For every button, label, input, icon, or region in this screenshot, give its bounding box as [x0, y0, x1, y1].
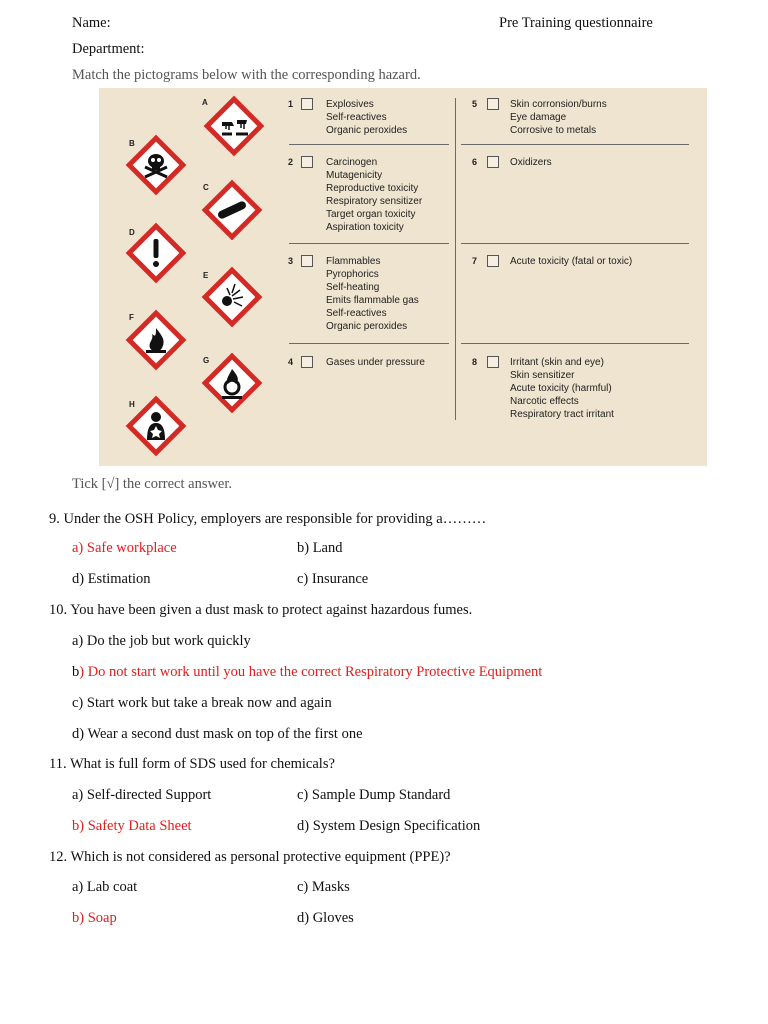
hazard-checkbox-8[interactable] — [487, 356, 499, 368]
hazard-number: 4 — [288, 357, 294, 367]
hazard-number: 5 — [472, 99, 478, 109]
q9-option-c[interactable]: c) Insurance — [297, 571, 369, 587]
row-divider — [461, 144, 689, 145]
q10-option-b-text: ) Do not start work until you have the correct Respiratory Protective Equipment — [79, 664, 543, 680]
pictogram-letter-b: B — [129, 139, 135, 148]
hazard-checkbox-1[interactable] — [301, 98, 313, 110]
flame-over-circle-icon — [200, 351, 264, 415]
gas-cylinder-icon — [200, 178, 264, 242]
match-instruction: Match the pictograms below with the corresponding hazard. — [72, 67, 421, 83]
q9-option-d[interactable]: d) Estimation — [72, 571, 151, 587]
q12-option-d[interactable]: d) Gloves — [297, 910, 354, 926]
pictogram-letter-e: E — [203, 271, 209, 280]
hazard-checkbox-3[interactable] — [301, 255, 313, 267]
pictogram-letter-g: G — [203, 356, 210, 365]
hazard-checkbox-2[interactable] — [301, 156, 313, 168]
hazard-checkbox-7[interactable] — [487, 255, 499, 267]
q11-option-a[interactable]: a) Self-directed Support — [72, 787, 212, 803]
hazard-number: 8 — [472, 357, 478, 367]
question-9: 9. Under the OSH Policy, employers are responsible for providing a……… — [49, 511, 487, 527]
pictogram-letter-h: H — [129, 400, 135, 409]
document-title: Pre Training questionnaire — [499, 15, 653, 31]
ghs-matching-panel — [99, 88, 707, 466]
q11-option-d[interactable]: d) System Design Specification — [297, 818, 481, 834]
q10-option-c[interactable]: c) Start work but take a break now and again — [72, 695, 332, 711]
hazard-list-4: Gases under pressure — [326, 357, 425, 368]
question-12: 12. Which is not considered as personal protective equipment (PPE)? — [49, 849, 451, 865]
pictogram-letter-f: F — [129, 313, 134, 322]
q12-option-a[interactable]: a) Lab coat — [72, 879, 138, 895]
hazard-list-7: Acute toxicity (fatal or toxic) — [510, 256, 633, 267]
hazard-checkbox-5[interactable] — [487, 98, 499, 110]
q10-option-d[interactable]: d) Wear a second dust mask on top of the first one — [72, 726, 363, 742]
hazard-number: 2 — [288, 157, 294, 167]
pictogram-letter-c: C — [203, 183, 209, 192]
hazard-number: 1 — [288, 99, 294, 109]
tick-instruction: Tick [√] the correct answer. — [72, 476, 233, 492]
skull-crossbones-icon — [124, 133, 188, 197]
exclamation-mark-icon — [124, 221, 188, 285]
pictogram-letter-d: D — [129, 228, 135, 237]
health-hazard-icon — [124, 394, 188, 458]
exploding-bomb-icon — [200, 265, 264, 329]
hazard-checkbox-4[interactable] — [301, 356, 313, 368]
question-11: 11. What is full form of SDS used for chemicals? — [49, 756, 335, 772]
hazard-list-1: Explosives Self-reactives Organic peroxides — [326, 99, 408, 136]
q9-option-a[interactable]: a) Safe workplace — [72, 540, 177, 556]
hazard-list-2: Carcinogen Mutagenicity Reproductive toxicity Respiratory sensitizer Target organ toxicity Aspiration toxicity — [326, 157, 423, 233]
department-label: Department: — [72, 41, 145, 57]
q9-option-b[interactable]: b) Land — [297, 540, 343, 556]
flame-icon — [124, 308, 188, 372]
q12-option-c[interactable]: c) Masks — [297, 879, 350, 895]
hazard-list-3: Flammables Pyrophorics Self-heating Emits flammable gas Self-reactives Organic peroxides — [326, 256, 419, 332]
q10-option-a[interactable]: a) Do the job but work quickly — [72, 633, 251, 649]
hazard-number: 6 — [472, 157, 478, 167]
hazard-number: 7 — [472, 256, 478, 266]
q11-option-b[interactable]: b) Safety Data Sheet — [72, 818, 192, 834]
row-divider — [289, 144, 449, 145]
hazard-number: 3 — [288, 256, 294, 266]
question-10: 10. You have been given a dust mask to protect against hazardous fumes. — [49, 602, 473, 618]
row-divider — [289, 343, 449, 344]
corrosion-icon — [202, 94, 266, 158]
hazard-checkbox-6[interactable] — [487, 156, 499, 168]
q11-option-c[interactable]: c) Sample Dump Standard — [297, 787, 451, 803]
q10-option-b-letter: b — [72, 664, 80, 680]
row-divider — [461, 243, 689, 244]
name-label: Name: — [72, 15, 111, 31]
hazard-list-5: Skin corronsion/burns Eye damage Corrosive to metals — [510, 99, 607, 136]
q12-option-b[interactable]: b) Soap — [72, 910, 117, 926]
row-divider — [289, 243, 449, 244]
pictogram-letter-a: A — [202, 98, 208, 107]
hazard-list-6: Oxidizers — [510, 157, 552, 168]
row-divider — [461, 343, 689, 344]
column-divider — [455, 98, 456, 420]
q10-option-b[interactable] — [72, 664, 542, 681]
hazard-list-8: Irritant (skin and eye) Skin sensitizer Acute toxicity (harmful) Narcotic effects Respiratory tract irritant — [510, 357, 614, 420]
